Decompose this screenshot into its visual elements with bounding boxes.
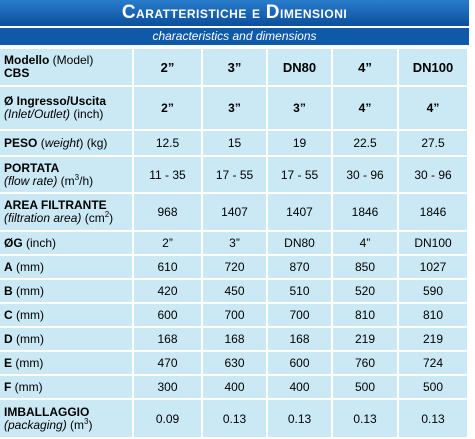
title-initial-2: D (265, 2, 281, 23)
cell-area-3: 1846 (333, 194, 397, 230)
title-banner (0, 0, 469, 26)
label-inlet: Ø Ingresso/Uscita (Inlet/Outlet) (inch) (0, 87, 132, 129)
cell-area-2: 1407 (268, 194, 331, 230)
label-imballaggio: IMBALLAGGIO (packaging) $(m^3)$ (0, 400, 132, 437)
label-area: AREA FILTRANTE (filtration area) $(cm^2)$ (0, 194, 132, 230)
spec-table (0, 47, 469, 439)
cell-f-3: 500 (333, 376, 397, 398)
label-a: A (mm) (0, 256, 132, 278)
cell-og-1: 3” (203, 232, 266, 254)
row-b (0, 280, 467, 302)
cell-f-2: 400 (268, 376, 331, 398)
cell-inlet-2: 3” (268, 87, 331, 129)
cell-imb-4: 0.13 (399, 400, 467, 437)
label-e: E (mm) (0, 352, 132, 374)
cell-portata-2: 17 - 55 (268, 157, 331, 192)
cell-inlet-4: 4” (399, 87, 467, 129)
cell-area-0: 968 (134, 194, 201, 230)
cell-b-1: 450 (203, 280, 266, 302)
cell-portata-3: 30 - 96 (333, 157, 397, 192)
cell-c-2: 700 (268, 304, 331, 326)
cell-og-0: 2” (134, 232, 201, 254)
cell-model-1: 3” (203, 49, 266, 85)
cell-og-4: DN100 (399, 232, 467, 254)
cell-d-1: 168 (203, 328, 266, 350)
cell-d-3: 219 (333, 328, 397, 350)
cell-peso-4: 27.5 (399, 131, 467, 155)
cell-d-0: 168 (134, 328, 201, 350)
label-peso: PESO (weight) (kg) (0, 131, 132, 155)
row-e (0, 352, 467, 374)
cell-a-2: 870 (268, 256, 331, 278)
cell-model-2: DN80 (268, 49, 331, 85)
row-a (0, 256, 467, 278)
cell-e-2: 600 (268, 352, 331, 374)
row-og (0, 232, 467, 254)
cell-model-0: 2” (134, 49, 201, 85)
cell-c-4: 810 (399, 304, 467, 326)
cell-f-1: 400 (203, 376, 266, 398)
cell-f-4: 500 (399, 376, 467, 398)
cell-peso-3: 22.5 (333, 131, 397, 155)
row-f (0, 376, 467, 398)
row-area (0, 194, 467, 230)
label-d: D (mm) (0, 328, 132, 350)
cell-a-1: 720 (203, 256, 266, 278)
cell-imb-0: 0.09 (134, 400, 201, 437)
cell-area-1: 1407 (203, 194, 266, 230)
cell-imb-1: 0.13 (203, 400, 266, 437)
cell-b-4: 590 (399, 280, 467, 302)
cell-imb-3: 0.13 (333, 400, 397, 437)
cell-f-0: 300 (134, 376, 201, 398)
cell-portata-0: 11 - 35 (134, 157, 201, 192)
cell-area-4: 1846 (399, 194, 467, 230)
label-f: F (mm) (0, 376, 132, 398)
cell-e-3: 760 (333, 352, 397, 374)
row-c (0, 304, 467, 326)
label-model: Modello (Model) CBS (0, 49, 132, 85)
cell-a-4: 1027 (399, 256, 467, 278)
cell-inlet-0: 2” (134, 87, 201, 129)
label-portata: PORTATA (flow rate) $(m^3/h)$ (0, 157, 132, 192)
cell-c-3: 810 (333, 304, 397, 326)
cell-c-1: 700 (203, 304, 266, 326)
cell-b-3: 520 (333, 280, 397, 302)
cell-d-4: 219 (399, 328, 467, 350)
cell-e-1: 630 (203, 352, 266, 374)
label-c: C (mm) (0, 304, 132, 326)
cell-inlet-1: 3” (203, 87, 266, 129)
label-b: B (mm) (0, 280, 132, 302)
cell-a-0: 610 (134, 256, 201, 278)
cell-e-4: 724 (399, 352, 467, 374)
title-rest-2: imensioni (280, 3, 348, 22)
cell-inlet-3: 4” (333, 87, 397, 129)
cell-peso-0: 12.5 (134, 131, 201, 155)
row-imballaggio (0, 400, 467, 437)
title-initial-1: C (121, 2, 137, 23)
cell-imb-2: 0.13 (268, 400, 331, 437)
row-portata (0, 157, 467, 192)
cell-model-3: 4” (333, 49, 397, 85)
cell-portata-1: 17 - 55 (203, 157, 266, 192)
title-rest-1: aratteristiche e (136, 3, 266, 22)
label-og: ØG (inch) (0, 232, 132, 254)
cell-og-3: 4” (333, 232, 397, 254)
cell-c-0: 600 (134, 304, 201, 326)
cell-b-0: 420 (134, 280, 201, 302)
cell-b-2: 510 (268, 280, 331, 302)
cell-d-2: 168 (268, 328, 331, 350)
cell-model-4: DN100 (399, 49, 467, 85)
row-inlet (0, 87, 467, 129)
cell-og-2: DN80 (268, 232, 331, 254)
cell-peso-1: 15 (203, 131, 266, 155)
row-peso (0, 131, 467, 155)
row-model (0, 49, 467, 85)
cell-portata-4: 30 - 96 (399, 157, 467, 192)
cell-peso-2: 19 (268, 131, 331, 155)
row-d (0, 328, 467, 350)
cell-e-0: 470 (134, 352, 201, 374)
subtitle-banner: characteristics and dimensions (0, 28, 469, 45)
cell-a-3: 850 (333, 256, 397, 278)
